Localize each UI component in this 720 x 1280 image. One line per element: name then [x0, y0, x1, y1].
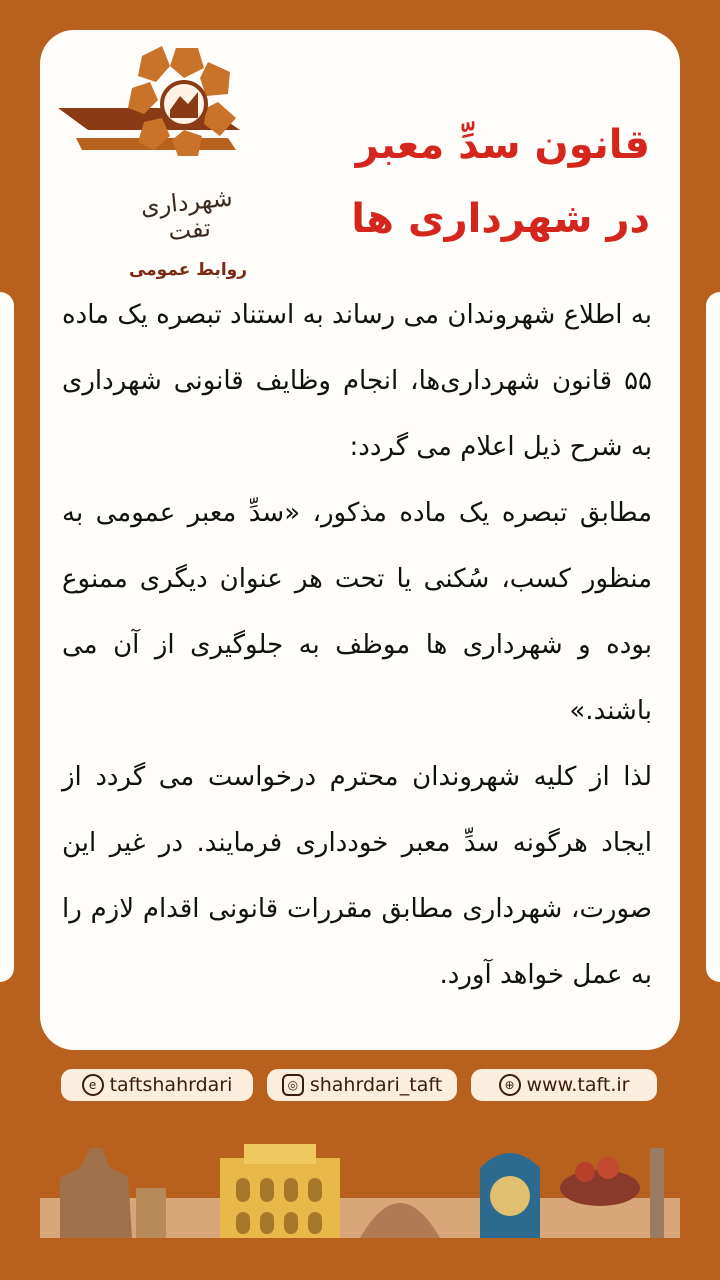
body-paragraph-1: به اطلاع شهروندان می رساند به استناد تبصره یک ماده ۵۵ قانون شهرداری‌ها، انجام وظایف قانونی شهرداری به شرح ذیل اعلام می گردد: [62, 300, 652, 462]
right-edge-tab [706, 292, 720, 982]
website-link[interactable] [468, 1066, 660, 1104]
instagram-handle: shahrdari_taft [309, 1074, 443, 1096]
instagram-link[interactable] [264, 1066, 460, 1104]
municipality-logo [58, 38, 248, 280]
logo-script-text: شهرداری تفت [139, 183, 234, 247]
logo-emblem-icon [58, 38, 248, 188]
eitaa-handle: taftshahrdari [109, 1074, 233, 1096]
body-paragraph-3: لذا از کلیه شهروندان محترم درخواست می گردد از ایجاد هرگونه سدِّ معبر خودداری فرمایند. در غیر این صورت، شهرداری مطابق مقررات قانونی اقدام لازم را به عمل خواهد آورد. [62, 762, 652, 990]
globe-icon: ⊕ [499, 1074, 521, 1096]
city-landmarks-illustration [40, 1128, 680, 1238]
logo-subtitle: روابط عمومی [128, 260, 248, 280]
eitaa-icon: e [82, 1074, 104, 1096]
instagram-icon: ◎ [282, 1074, 304, 1096]
title-line-2: در شهرداری ها [351, 196, 650, 242]
website-url: www.taft.ir [526, 1074, 630, 1096]
left-edge-tab [0, 292, 14, 982]
title-line-1: قانون سدِّ معبر [355, 122, 650, 168]
announcement-body [62, 282, 652, 1008]
eitaa-link[interactable] [58, 1066, 256, 1104]
body-paragraph-2: مطابق تبصره یک ماده مذکور، «سدِّ معبر عمومی به منظور کسب، سُکنی یا تحت هر عنوان دیگری ممنوع بوده و شهرداری ها موظف به جلوگیری از آن می باشند.» [62, 498, 652, 726]
